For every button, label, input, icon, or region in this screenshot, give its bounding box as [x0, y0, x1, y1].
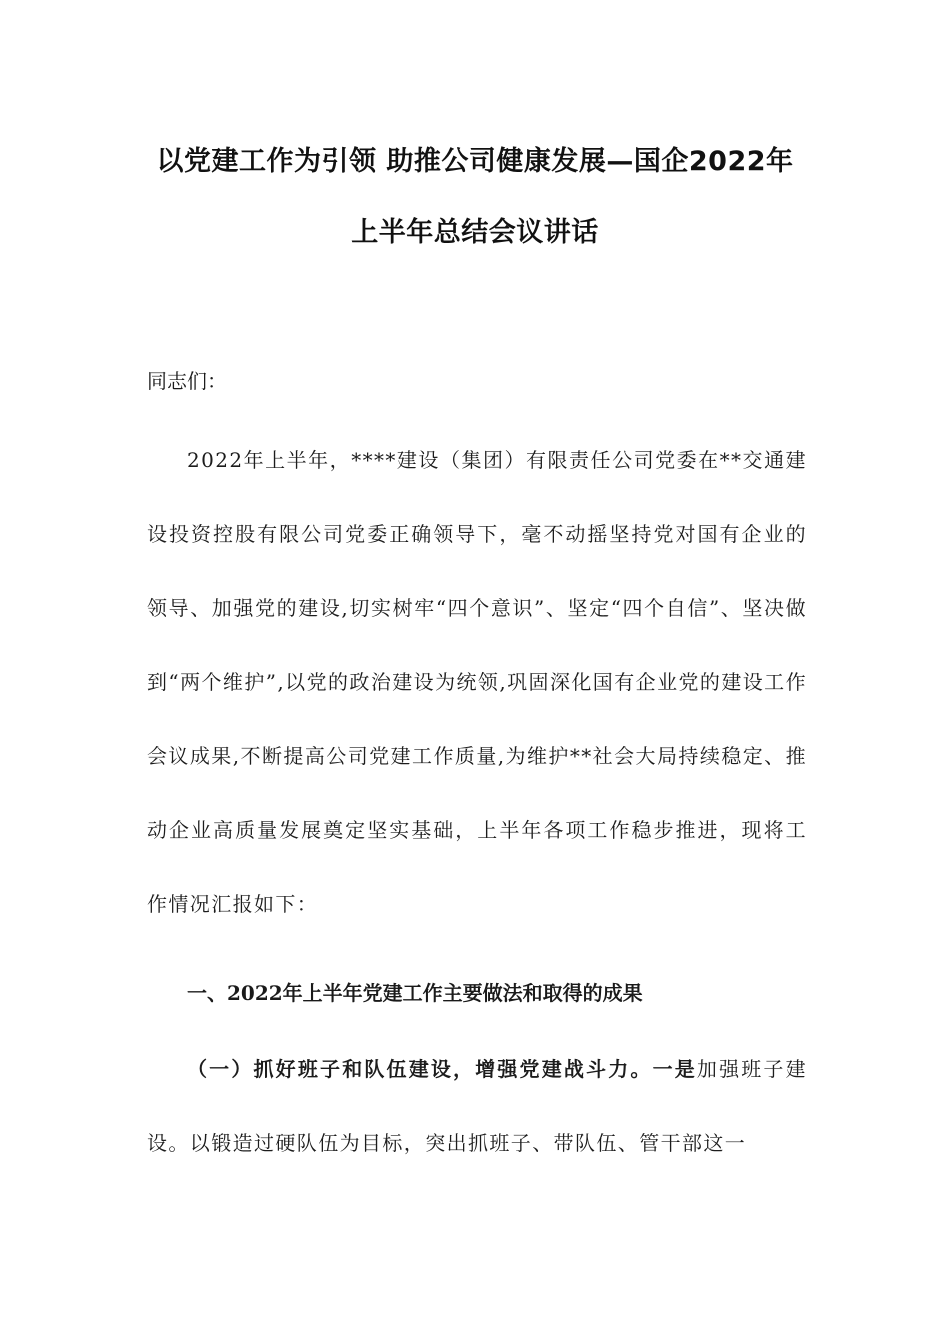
section-heading-1: 一、2022年上半年党建工作主要做法和取得的成果	[187, 981, 643, 1005]
paragraph-team-building	[147, 1032, 807, 1180]
paragraph-text: 加强班子建设。以锻造过硬队伍为目标，突出抓班子、带队伍、管干部这一	[147, 1057, 808, 1155]
lead-marker: 一是	[652, 1057, 697, 1081]
subsection-heading: （一）抓好班子和队伍建设，增强党建战斗力。	[187, 1057, 653, 1081]
paragraph-intro: 2022年上半年，****建设（集团）有限责任公司党委在**交通建设投资控股有限公司党委正确领导下，毫不动摇坚持党对国有企业的领导、加强党的建设,切实树牢“四个意识”、坚定“四个自信”、坚决做到“两个维护”,以党的政治建设为统领,巩固深化国有企业党的建设工作会议成果,不断提高公司党建工作质量,为维护**社会大局持续稳定、推动企业高质量发展奠定坚实基础，上半年各项工作稳步推进，现将工作情况汇报如下：	[147, 448, 807, 916]
salutation: 同志们：	[147, 369, 227, 393]
document-title-line-2: 上半年总结会议讲话	[351, 217, 599, 248]
document-title-line-1: 以党建工作为引领 助推公司健康发展—国企2022年	[156, 146, 794, 177]
